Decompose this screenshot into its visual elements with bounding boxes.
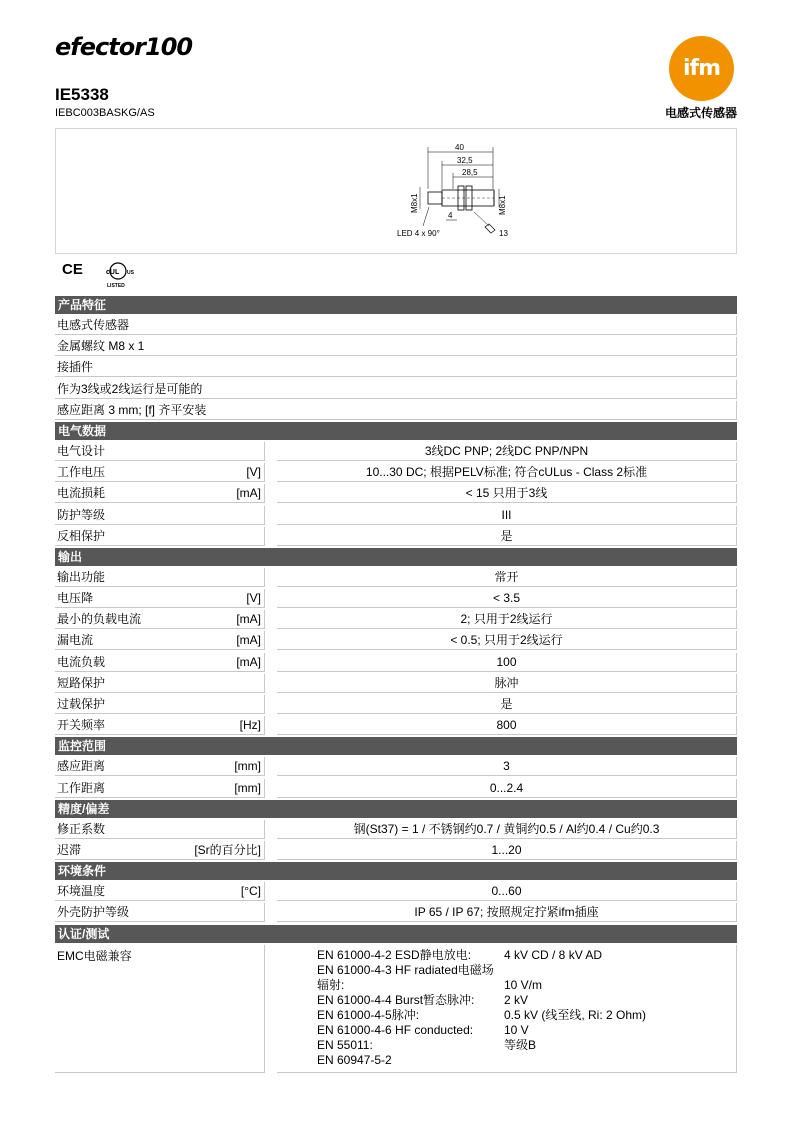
- table-row: [55, 337, 737, 356]
- row-unit: [mm]: [234, 759, 261, 774]
- table-row: [55, 527, 737, 546]
- row-value: III: [277, 506, 737, 525]
- row-value: 0...60: [277, 882, 737, 901]
- row-value: < 15 只用于3线: [277, 484, 737, 503]
- table-row: [55, 506, 737, 525]
- row-value: 2; 只用于2线运行: [277, 610, 737, 629]
- table-row: [55, 463, 737, 482]
- thread-right: M8x1: [498, 195, 507, 215]
- list-item: [277, 978, 736, 993]
- list-item: [277, 1038, 736, 1053]
- row-label: 输出功能: [57, 569, 106, 584]
- table-row: [55, 674, 737, 693]
- row-label: 电气设计: [57, 443, 106, 458]
- row-label: 工作电压: [57, 465, 106, 480]
- list-item: [277, 1053, 736, 1068]
- article-number: IE5338: [55, 85, 109, 104]
- row-value: 3线DC PNP; 2线DC PNP/NPN: [277, 442, 737, 461]
- feature-text: 作为3线或2线运行是可能的: [55, 380, 737, 399]
- section-features-title: 产品特征: [55, 296, 737, 314]
- row-unit: [mA]: [236, 486, 261, 501]
- table-row: [55, 903, 737, 922]
- row-value: 1...20: [277, 841, 737, 860]
- row-label: 环境温度: [57, 884, 106, 899]
- dim-28-5: 28,5: [462, 168, 478, 177]
- emc-value: 0.5 kV (线至线, Ri: 2 Ohm): [504, 1007, 647, 1022]
- row-unit: [mm]: [234, 780, 261, 795]
- row-label: 迟滞: [57, 842, 82, 857]
- row-value: IP 65 / IP 67; 按照规定拧紧ifm插座: [277, 903, 737, 922]
- emc-value: 等级B: [504, 1037, 537, 1052]
- list-item: [277, 1023, 736, 1038]
- row-unit: [Sr的百分比]: [194, 842, 261, 857]
- row-value: 0...2.4: [277, 779, 737, 798]
- emc-standard: 辐射:: [317, 977, 345, 992]
- row-unit: [V]: [246, 465, 261, 480]
- led-label: LED 4 x 90°: [397, 229, 440, 238]
- us-mark-text: US: [127, 270, 134, 276]
- row-unit: [mA]: [236, 612, 261, 627]
- feature-text: 感应距离 3 mm; [f] 齐平安装: [55, 401, 737, 420]
- emc-value: 2 kV: [504, 992, 529, 1007]
- table-row: [55, 695, 737, 714]
- row-value: 是: [277, 695, 737, 714]
- cul-mark-text: cUL: [106, 269, 120, 276]
- article-code: IEBC003BASKG/AS: [55, 107, 155, 119]
- list-item: [277, 963, 736, 978]
- list-item: [277, 1008, 736, 1023]
- emc-standard: EN 61000-4-6 HF conducted:: [317, 1022, 474, 1037]
- table-row: [55, 820, 737, 839]
- feature-text: 电感式传感器: [55, 316, 737, 335]
- dim-32-5: 32,5: [457, 156, 473, 165]
- table-row: [55, 401, 737, 420]
- table-row: [55, 589, 737, 608]
- row-label: 短路保护: [57, 675, 106, 690]
- row-unit: [°C]: [240, 884, 261, 899]
- emc-value: 4 kV CD / 8 kV AD: [504, 947, 603, 962]
- row-label: 电流损耗: [57, 486, 106, 501]
- row-value: 常开: [277, 568, 737, 587]
- emc-value: 10 V: [504, 1022, 529, 1037]
- row-label: 反相保护: [57, 528, 106, 543]
- row-label: 开关频率: [57, 718, 106, 733]
- section-monitoring-title: 监控范围: [55, 737, 737, 755]
- product-category: 电感式传感器: [664, 106, 737, 120]
- row-value: 800: [277, 716, 737, 735]
- brand-logo: efector100: [55, 33, 193, 61]
- table-row: [55, 779, 737, 798]
- emc-standard: EN 61000-4-3 HF radiated电磁场: [317, 962, 494, 977]
- certifications: [62, 262, 182, 292]
- feature-text: 金属螺纹 M8 x 1: [55, 337, 737, 356]
- specification-table: [55, 296, 737, 1073]
- emc-values: [277, 945, 737, 1073]
- table-row: [55, 442, 737, 461]
- list-item: [277, 948, 736, 963]
- table-row: [55, 568, 737, 587]
- dim-40: 40: [455, 143, 464, 152]
- row-unit: [mA]: [236, 654, 261, 669]
- row-label: 感应距离: [57, 759, 106, 774]
- dimension-drawing-box: [55, 128, 737, 254]
- table-row: [55, 484, 737, 503]
- row-value: 10...30 DC; 根据PELV标准; 符合cULus - Class 2标准: [277, 463, 737, 482]
- section-accuracy-title: 精度/偏差: [55, 800, 737, 818]
- feature-text: 接插件: [55, 358, 737, 377]
- row-value: < 0.5; 只用于2线运行: [277, 631, 737, 650]
- table-row: [55, 757, 737, 776]
- row-label: 防护等级: [57, 507, 106, 522]
- ce-mark: CE: [62, 261, 83, 278]
- row-label: 过载保护: [57, 697, 106, 711]
- row-value: 钢(St37) = 1 / 不锈钢约0.7 / 黄铜约0.5 / Al约0.4 / Cu约0.3: [277, 820, 737, 839]
- row-label: 修正系数: [57, 821, 106, 836]
- row-value: 是: [277, 527, 737, 546]
- dimension-drawing: [241, 129, 661, 253]
- row-value: 3: [277, 757, 737, 776]
- row-unit: [Hz]: [239, 718, 261, 733]
- row-label: 电压降: [57, 591, 94, 606]
- row-value: 脉冲: [277, 674, 737, 693]
- row-label: 电流负载: [57, 654, 106, 669]
- row-unit: [mA]: [236, 633, 261, 648]
- table-row: [55, 316, 737, 335]
- table-row: [55, 882, 737, 901]
- emc-standard: EN 61000-4-5脉冲:: [317, 1007, 420, 1022]
- list-item: [277, 993, 736, 1008]
- table-row: [55, 380, 737, 399]
- dim-4: 4: [448, 211, 453, 220]
- section-environment-title: 环境条件: [55, 862, 737, 880]
- section-output-title: 输出: [55, 548, 737, 566]
- section-electrical-title: 电气数据: [55, 422, 737, 440]
- row-unit: [V]: [246, 591, 261, 606]
- emc-standard: EN 60947-5-2: [317, 1052, 392, 1067]
- row-label: 最小的负载电流: [57, 612, 142, 627]
- emc-value: 10 V/m: [504, 977, 543, 992]
- table-row: [55, 653, 737, 672]
- wrench-size: 13: [499, 229, 508, 238]
- table-row: [55, 716, 737, 735]
- table-row: [55, 841, 737, 860]
- row-label: 漏电流: [57, 633, 94, 648]
- row-value: < 3.5: [277, 589, 737, 608]
- thread-left: M8x1: [410, 193, 419, 213]
- emc-standard: EN 61000-4-2 ESD静电放电:: [317, 947, 472, 962]
- row-label: 外壳防护等级: [57, 905, 130, 920]
- cul-us-listed-mark: [102, 262, 142, 292]
- emc-standard: EN 55011:: [317, 1037, 373, 1052]
- section-approvals-title: 认证/测试: [55, 925, 737, 943]
- emc-label: EMC电磁兼容: [55, 945, 265, 1073]
- row-label: 工作距离: [57, 780, 106, 795]
- emc-row: [55, 945, 737, 1073]
- ifm-logo: ifm: [669, 36, 734, 101]
- row-value: 100: [277, 653, 737, 672]
- table-row: [55, 631, 737, 650]
- emc-standard: EN 61000-4-4 Burst暂态脉冲:: [317, 992, 475, 1007]
- table-row: [55, 358, 737, 377]
- table-row: [55, 610, 737, 629]
- listed-mark-text: LISTED: [107, 283, 125, 289]
